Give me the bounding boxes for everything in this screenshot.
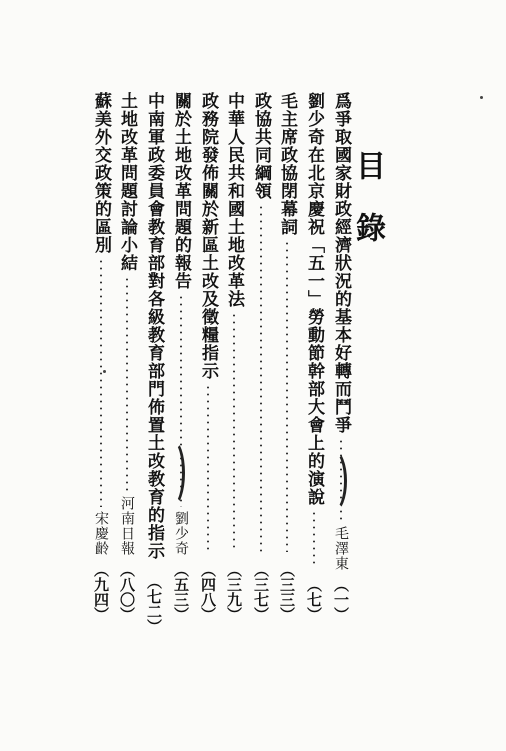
entry-title: 政協共同綱領: [251, 92, 271, 200]
entry-page: （一）: [332, 577, 350, 622]
entry-page: （七）: [305, 577, 323, 622]
entry-author: 毛澤東: [333, 526, 349, 571]
entry-author: 劉少奇: [173, 511, 189, 556]
entry-title: 土地改革問題討論小結: [117, 92, 137, 272]
entry-title: 中南軍政委員會教育部對各級教育部門佈置土改教育的指示: [144, 92, 164, 560]
toc-entry: [170, 92, 192, 622]
toc-entry: [250, 92, 272, 622]
leader-dots: [233, 312, 235, 552]
scan-speck: [480, 96, 483, 99]
scan-speck: [103, 370, 106, 373]
toc-entry: [303, 92, 325, 622]
entry-title: 關於土地改革問題的報告: [171, 92, 191, 290]
leader-dots: [207, 384, 209, 552]
toc-entry: [143, 92, 165, 634]
entry-page: （九四）: [92, 562, 110, 622]
entry-title: 劉少奇在北京慶祝「五一」勞動節幹部大會上的演說: [304, 92, 324, 506]
toc-entry: [90, 92, 112, 622]
scan-arc-mark: [322, 450, 347, 512]
toc-entry: [197, 92, 219, 622]
page-title: 目錄: [350, 150, 385, 274]
entry-page: （四八）: [199, 562, 217, 622]
leader-dots: [286, 240, 288, 552]
entry-title: 爲爭取國家財政經濟狀況的基本好轉而鬥爭: [331, 92, 351, 434]
entry-page: （三三）: [278, 562, 296, 622]
entry-author: 河南日報: [119, 496, 135, 556]
entry-title: 蘇美外交政策的區別: [91, 92, 111, 254]
toc-entry: [116, 92, 138, 622]
leader-dots: [313, 510, 315, 567]
leader-dots: [260, 204, 262, 552]
entry-page: （三七）: [252, 562, 270, 622]
entry-author: 宋慶齡: [93, 511, 109, 556]
entry-page: （五三）: [172, 562, 190, 622]
toc-entry: [330, 92, 352, 622]
toc-entry: [223, 92, 245, 622]
scan-arc-mark: [162, 440, 185, 506]
toc-entry: [276, 92, 298, 622]
entry-page: （七二）: [145, 574, 163, 634]
entry-page: （三九）: [225, 562, 243, 622]
entry-title: 中華人民共和國土地改革法: [224, 92, 244, 308]
leader-dots: [100, 258, 102, 507]
entry-title: 毛主席政協閉幕詞: [277, 92, 297, 236]
entry-page: （八〇）: [118, 562, 136, 622]
leader-dots: [126, 276, 128, 492]
entry-title: 政務院發佈關於新區土改及徵糧指示: [198, 92, 218, 380]
